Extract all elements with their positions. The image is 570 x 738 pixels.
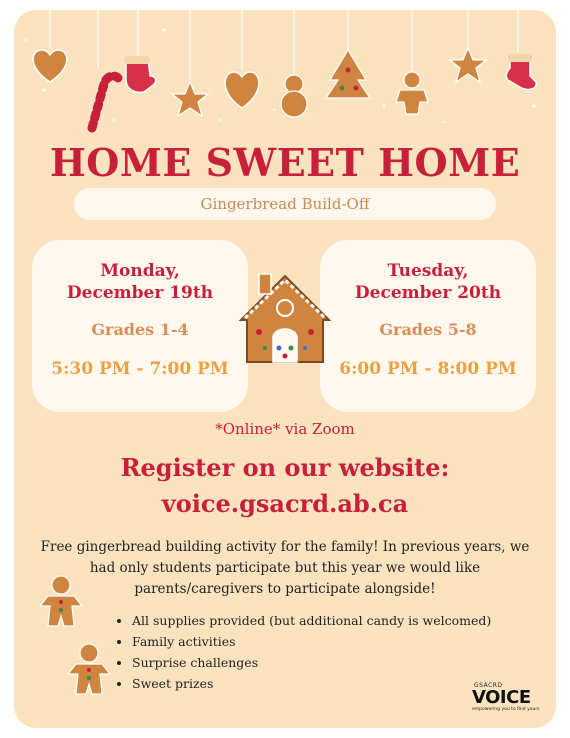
snowflake-cookie-icon [450, 48, 486, 82]
gingerbread-man-icon [396, 72, 428, 114]
stocking-cookie-icon [506, 54, 536, 89]
day-date [32, 260, 248, 304]
heart-cookie-icon [225, 72, 259, 108]
day-card-monday [32, 240, 248, 412]
gingerbread-man-icon [36, 574, 86, 628]
register-section [14, 450, 556, 522]
day-grades: Grades 5-8 [379, 320, 477, 339]
online-note: *Online* via Zoom [215, 420, 355, 438]
heart-cookie-icon [33, 50, 67, 82]
list-item: • Sweet prizes [132, 673, 491, 694]
logo-name: VOICE [472, 687, 531, 708]
subtitle: Gingerbread Build-Off [74, 188, 496, 220]
feature-list [118, 610, 491, 694]
list-item: • All supplies provided (but additional candy is welcomed) [132, 610, 491, 631]
website-link[interactable]: voice.gsacrd.ab.ca [161, 489, 409, 518]
poster [14, 10, 556, 728]
list-item: • Family activities [132, 631, 491, 652]
logo-tagline: empowering you to find yours [472, 707, 540, 712]
day-card-tuesday [320, 240, 536, 412]
description: Free gingerbread building activity for the family! In previous years, we had only students participate but this year we would like parents/caregivers to participate alongside! [40, 539, 530, 597]
gingerbread-man-icon [64, 642, 114, 696]
snowman-cookie-icon [281, 75, 307, 117]
register-label: Register on our website: [120, 453, 450, 482]
day-name: Monday, [100, 261, 180, 281]
list-item: • Surprise challenges [132, 652, 491, 673]
day-time: 5:30 PM - 7:00 PM [51, 359, 229, 379]
snowflake-cookie-icon [172, 82, 208, 116]
mitten-cookie-icon [124, 56, 156, 92]
poster-title: HOME SWEET HOME [49, 140, 521, 185]
day-date [320, 260, 536, 304]
ornaments [14, 10, 556, 140]
day-name: Tuesday, [387, 261, 469, 281]
logo-org: GSACRD [474, 682, 503, 689]
voice-logo [472, 682, 544, 718]
tree-cookie-icon [326, 50, 370, 98]
day-date-text: December 20th [354, 283, 502, 303]
day-date-text: December 19th [66, 283, 214, 303]
gingerbread-house-icon [235, 268, 335, 368]
day-grades: Grades 1-4 [91, 320, 189, 339]
day-time: 6:00 PM - 8:00 PM [339, 359, 517, 379]
